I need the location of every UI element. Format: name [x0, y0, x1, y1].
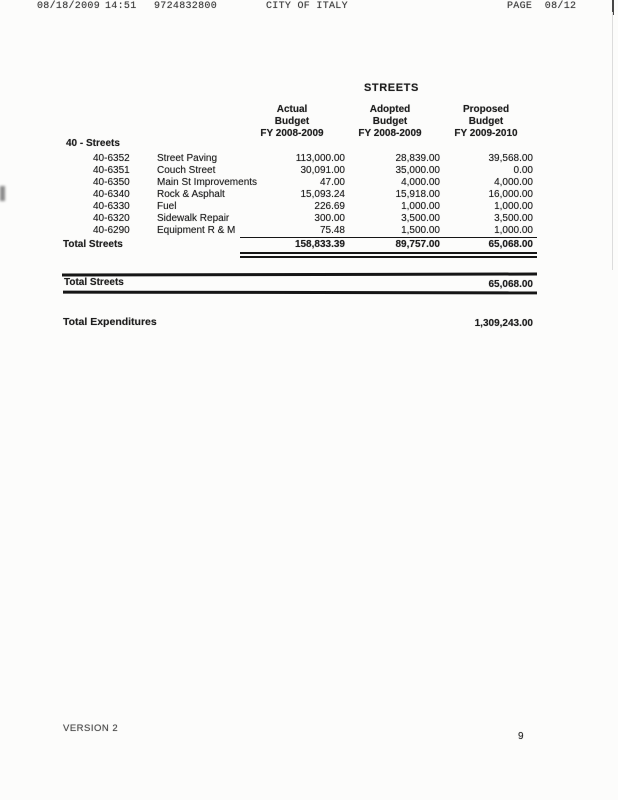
column-header-actual: [242, 104, 342, 140]
adopted-value: 3,500.00: [401, 213, 440, 224]
column-header-line: Actual: [276, 104, 308, 115]
proposed-value: 39,568.00: [488, 153, 533, 164]
table-row: [0, 213, 618, 225]
table-row: [0, 225, 618, 237]
fax-time: 14:51: [105, 1, 137, 12]
fax-page-label: PAGE 08/12: [507, 1, 577, 12]
proposed-value: 3,500.00: [494, 213, 533, 224]
adopted-value: 15,918.00: [395, 189, 440, 200]
account-name: Sidewalk Repair: [157, 213, 230, 224]
actual-value: 15,093.24: [300, 189, 345, 200]
scan-artifact-right-edge-line: [612, 12, 613, 270]
footer-page-number: 9: [518, 731, 524, 742]
column-header-line: Proposed: [462, 104, 510, 115]
summary-band-top-rule: [62, 273, 537, 276]
grand-total-value: 1,309,243.00: [474, 318, 533, 329]
proposed-value: 4,000.00: [494, 177, 533, 188]
account-name: Equipment R & M: [157, 225, 236, 236]
footer-version: VERSION 2: [63, 723, 119, 734]
proposed-value: 1,000.00: [494, 225, 533, 236]
adopted-value: 1,500.00: [401, 225, 440, 236]
totals-row: [0, 239, 618, 251]
account-name: Main St Improvements: [157, 177, 258, 188]
totals-label: Total Streets: [63, 239, 123, 250]
report-title: STREETS: [364, 82, 419, 94]
account-code: 40-6340: [93, 189, 130, 200]
totals-bottom-rule-2: [240, 256, 537, 258]
table-row: [0, 189, 618, 201]
account-name: Rock & Asphalt: [157, 189, 225, 200]
adopted-value: 4,000.00: [401, 177, 440, 188]
actual-value: 47.00: [319, 177, 345, 188]
actual-value: 226.69: [314, 201, 345, 212]
account-code: 40-6330: [93, 201, 130, 212]
account-name: Couch Street: [157, 165, 216, 176]
fax-number: 9724832800: [154, 1, 218, 12]
fax-date: 08/18/2009: [37, 1, 101, 12]
account-code: 40-6350: [93, 177, 130, 188]
summary-band-bottom-rule: [63, 291, 537, 294]
account-name: Fuel: [157, 201, 177, 212]
adopted-value: 28,839.00: [395, 153, 440, 164]
column-header-adopted: [340, 104, 440, 140]
actual-value: 75.48: [319, 225, 345, 236]
column-header-line: Budget: [468, 116, 504, 127]
totals-top-rule: [240, 237, 537, 238]
column-header-line: Budget: [372, 116, 408, 127]
section-label: 40 - Streets: [66, 138, 120, 149]
totals-adopted: 89,757.00: [395, 239, 440, 250]
proposed-value: 16,000.00: [488, 189, 533, 200]
table-row: [0, 177, 618, 189]
column-header-line: FY 2008-2009: [358, 128, 422, 139]
adopted-value: 1,000.00: [401, 201, 440, 212]
proposed-value: 1,000.00: [494, 201, 533, 212]
column-header-line: Budget: [274, 116, 310, 127]
adopted-value: 35,000.00: [395, 165, 440, 176]
fax-sender: CITY OF ITALY: [266, 1, 348, 12]
scan-artifact-left-smudge: [0, 186, 5, 201]
proposed-value: 0.00: [513, 165, 533, 176]
actual-value: 30,091.00: [300, 165, 345, 176]
account-code: 40-6351: [93, 165, 130, 176]
table-row: [0, 201, 618, 213]
account-name: Street Paving: [157, 153, 218, 164]
account-code: 40-6320: [93, 213, 130, 224]
column-header-line: Adopted: [369, 104, 411, 115]
totals-proposed: 65,068.00: [488, 239, 533, 250]
column-header-line: FY 2009-2010: [454, 128, 518, 139]
totals-actual: 158,833.39: [294, 239, 345, 250]
column-header-proposed: [436, 104, 536, 140]
actual-value: 113,000.00: [295, 153, 345, 164]
totals-bottom-rule: [240, 252, 537, 254]
account-code: 40-6352: [93, 153, 130, 164]
actual-value: 300.00: [314, 213, 345, 224]
table-row: [0, 153, 618, 165]
summary-band-label: Total Streets: [64, 277, 124, 288]
grand-total-label: Total Expenditures: [63, 316, 157, 328]
column-header-line: FY 2008-2009: [260, 128, 324, 139]
summary-band-value: 65,068.00: [488, 279, 533, 290]
table-row: [0, 165, 618, 177]
account-code: 40-6290: [93, 225, 130, 236]
